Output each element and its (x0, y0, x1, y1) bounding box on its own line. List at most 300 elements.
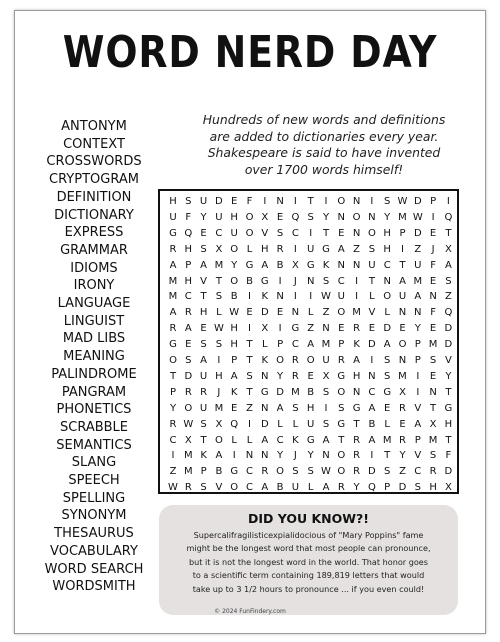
grid-letter[interactable]: S (445, 275, 452, 287)
grid-letter[interactable]: O (306, 355, 315, 366)
grid-letter[interactable]: N (276, 196, 284, 207)
grid-letter[interactable]: K (200, 450, 207, 462)
grid-letter[interactable]: J (431, 243, 435, 255)
grid-letter[interactable]: R (337, 355, 345, 366)
grid-letter[interactable]: U (322, 355, 330, 366)
grid-letter[interactable]: O (337, 386, 346, 398)
grid-letter[interactable]: H (169, 196, 177, 207)
grid-letter[interactable]: N (261, 370, 269, 382)
grid-letter[interactable]: U (414, 259, 422, 271)
grid-letter[interactable]: V (444, 355, 452, 366)
grid-letter[interactable]: Y (169, 402, 177, 414)
grid-letter[interactable]: O (245, 227, 254, 239)
grid-letter[interactable]: T (445, 386, 452, 398)
grid-letter[interactable]: I (309, 291, 313, 303)
grid-letter[interactable]: G (306, 259, 315, 271)
grid-letter[interactable]: A (307, 339, 315, 351)
grid-letter[interactable]: A (414, 291, 422, 303)
grid-letter[interactable]: L (246, 434, 253, 446)
grid-letter[interactable]: R (200, 386, 208, 398)
grid-letter[interactable]: E (429, 227, 437, 239)
grid-letter[interactable]: U (398, 291, 407, 303)
grid-letter[interactable]: O (169, 355, 177, 366)
grid-letter[interactable]: Q (230, 418, 239, 430)
grid-letter[interactable]: Z (246, 402, 253, 414)
grid-letter[interactable]: B (215, 466, 223, 478)
grid-letter[interactable]: E (429, 275, 437, 287)
grid-letter[interactable]: I (293, 291, 297, 303)
grid-letter[interactable]: O (230, 243, 239, 255)
grid-letter[interactable]: X (322, 370, 330, 382)
grid-letter[interactable]: O (230, 275, 239, 287)
grid-letter[interactable]: L (262, 339, 268, 351)
grid-letter[interactable]: J (293, 450, 297, 462)
grid-letter[interactable]: R (353, 323, 361, 335)
grid-letter[interactable]: Q (367, 482, 376, 494)
grid-letter[interactable]: A (414, 418, 422, 430)
grid-letter[interactable]: R (184, 307, 192, 319)
grid-letter[interactable]: F (445, 450, 452, 462)
grid-letter[interactable]: H (199, 307, 208, 319)
grid-letter[interactable]: Q (444, 211, 453, 223)
grid-letter[interactable]: I (416, 386, 420, 398)
grid-letter[interactable]: O (184, 402, 193, 414)
grid-letter[interactable]: V (215, 482, 223, 494)
grid-letter[interactable]: Z (444, 291, 452, 303)
grid-letter[interactable]: D (413, 227, 422, 239)
grid-letter[interactable]: S (246, 370, 253, 382)
grid-letter[interactable]: B (246, 275, 253, 287)
grid-letter[interactable]: Y (307, 450, 314, 462)
grid-letter[interactable]: D (444, 323, 453, 335)
grid-letter[interactable]: N (368, 370, 376, 382)
grid-letter[interactable]: U (307, 418, 315, 430)
grid-letter[interactable]: T (200, 291, 207, 303)
grid-letter[interactable]: N (337, 211, 346, 223)
grid-letter[interactable]: L (292, 418, 299, 430)
grid-letter[interactable]: C (184, 291, 192, 303)
grid-letter[interactable]: U (337, 291, 345, 303)
grid-letter[interactable]: R (261, 466, 269, 478)
grid-letter[interactable]: B (230, 291, 238, 303)
grid-letter[interactable]: I (370, 450, 374, 462)
grid-letter[interactable]: N (306, 275, 315, 287)
grid-letter[interactable]: V (261, 227, 269, 239)
grid-letter[interactable]: A (200, 355, 208, 366)
grid-letter[interactable]: P (414, 355, 421, 366)
grid-letter[interactable]: Z (399, 466, 406, 478)
grid-letter[interactable]: M (413, 275, 423, 287)
grid-letter[interactable]: A (184, 323, 192, 335)
grid-letter[interactable]: T (384, 450, 391, 462)
grid-letter[interactable]: Y (277, 450, 284, 462)
grid-letter[interactable]: C (246, 466, 253, 478)
grid-letter[interactable]: I (355, 275, 359, 287)
grid-letter[interactable]: N (398, 307, 407, 319)
word-search-grid[interactable] (158, 189, 459, 494)
grid-letter[interactable]: E (276, 211, 284, 223)
grid-letter[interactable]: X (444, 243, 452, 255)
grid-letter[interactable]: Y (200, 211, 207, 223)
grid-letter[interactable]: Z (169, 466, 177, 478)
grid-letter[interactable]: X (215, 418, 223, 430)
grid-letter[interactable]: H (230, 323, 238, 335)
grid-letter[interactable]: J (217, 386, 221, 398)
grid-letter[interactable]: E (399, 323, 406, 335)
grid-letter[interactable]: D (260, 418, 269, 430)
grid-letter[interactable]: O (367, 227, 376, 239)
grid-letter[interactable]: E (429, 370, 437, 382)
grid-letter[interactable]: D (398, 482, 407, 494)
grid-letter[interactable]: C (414, 466, 422, 478)
grid-letter[interactable]: S (384, 370, 391, 382)
grid-letter[interactable]: S (276, 227, 284, 239)
grid-letter[interactable]: H (352, 370, 361, 382)
grid-letter[interactable]: S (429, 355, 437, 366)
grid-letter[interactable]: A (261, 434, 269, 446)
grid-letter[interactable]: T (399, 259, 406, 271)
grid-letter[interactable]: C (368, 386, 376, 398)
grid-letter[interactable]: U (215, 211, 223, 223)
grid-letter[interactable]: A (444, 259, 452, 271)
grid-letter[interactable]: A (322, 434, 330, 446)
grid-letter[interactable]: R (399, 402, 406, 414)
grid-letter[interactable]: X (215, 243, 223, 255)
grid-letter[interactable]: R (353, 450, 361, 462)
grid-letter[interactable]: I (309, 227, 313, 239)
grid-letter[interactable]: W (412, 211, 423, 223)
grid-letter[interactable]: D (260, 307, 269, 319)
grid-letter[interactable]: I (248, 418, 251, 430)
grid-letter[interactable]: S (185, 196, 192, 207)
grid-letter[interactable]: H (230, 339, 238, 351)
grid-letter[interactable]: S (338, 402, 345, 414)
grid-letter[interactable]: L (307, 307, 314, 319)
grid-letter[interactable]: C (383, 259, 391, 271)
grid-letter[interactable]: G (260, 386, 269, 398)
grid-letter[interactable]: G (383, 386, 392, 398)
grid-letter[interactable]: F (185, 211, 192, 223)
grid-letter[interactable]: A (383, 339, 391, 351)
grid-letter[interactable]: I (355, 291, 359, 303)
grid-letter[interactable]: H (444, 418, 453, 430)
grid-letter[interactable]: A (261, 482, 269, 494)
grid-letter[interactable]: N (322, 323, 330, 335)
grid-letter[interactable]: L (384, 418, 390, 430)
grid-letter[interactable]: S (368, 243, 376, 255)
grid-letter[interactable]: N (383, 275, 391, 287)
grid-letter[interactable]: K (353, 339, 360, 351)
grid-letter[interactable]: X (444, 482, 452, 494)
grid-letter[interactable]: W (183, 418, 194, 430)
grid-letter[interactable]: P (414, 339, 421, 351)
grid-letter[interactable]: G (337, 418, 346, 430)
grid-letter[interactable]: T (430, 402, 437, 414)
grid-letter[interactable]: S (200, 243, 207, 255)
grid-letter[interactable]: F (246, 196, 253, 207)
grid-letter[interactable]: T (215, 275, 222, 287)
grid-letter[interactable]: L (216, 307, 222, 319)
grid-letter[interactable]: L (307, 482, 314, 494)
grid-letter[interactable]: P (430, 196, 437, 207)
grid-letter[interactable]: X (399, 386, 406, 398)
grid-letter[interactable]: R (353, 466, 361, 478)
grid-letter[interactable]: U (291, 482, 300, 494)
grid-letter[interactable]: I (324, 402, 328, 414)
grid-letter[interactable]: O (276, 466, 285, 478)
grid-letter[interactable]: E (200, 323, 207, 335)
grid-letter[interactable]: E (338, 323, 345, 335)
grid-letter[interactable]: H (261, 243, 269, 255)
grid-letter[interactable]: N (261, 450, 269, 462)
grid-letter[interactable]: T (338, 434, 345, 446)
grid-letter[interactable]: P (185, 259, 192, 271)
grid-letter[interactable]: I (370, 196, 374, 207)
grid-letter[interactable]: Y (414, 323, 421, 335)
grid-letter[interactable]: W (168, 482, 178, 494)
grid-letter[interactable]: Q (184, 227, 193, 239)
grid-letter[interactable]: S (292, 466, 299, 478)
grid-letter[interactable]: S (215, 291, 223, 303)
grid-letter[interactable]: R (399, 434, 406, 446)
grid-letter[interactable]: A (276, 402, 284, 414)
grid-letter[interactable]: Y (384, 211, 391, 223)
grid-letter[interactable]: S (429, 450, 437, 462)
grid-letter[interactable]: G (260, 275, 269, 287)
grid-letter[interactable]: I (416, 370, 420, 382)
grid-letter[interactable]: E (231, 402, 238, 414)
grid-letter[interactable]: N (291, 307, 300, 319)
grid-letter[interactable]: L (231, 434, 237, 446)
grid-letter[interactable]: S (292, 402, 299, 414)
grid-letter[interactable]: O (230, 482, 239, 494)
grid-letter[interactable]: N (261, 402, 269, 414)
grid-letter[interactable]: M (183, 450, 193, 462)
grid-letter[interactable]: O (214, 434, 223, 446)
grid-letter[interactable]: D (368, 466, 376, 478)
grid-letter[interactable]: M (352, 307, 361, 319)
grid-letter[interactable]: G (444, 402, 453, 414)
grid-letter[interactable]: T (246, 339, 253, 351)
grid-letter[interactable]: I (217, 355, 221, 366)
grid-letter[interactable]: H (184, 243, 193, 255)
grid-letter[interactable]: R (291, 355, 299, 366)
grid-letter[interactable]: Y (399, 450, 406, 462)
grid-letter[interactable]: A (215, 450, 223, 462)
grid-letter[interactable]: N (368, 211, 376, 223)
grid-letter[interactable]: T (368, 275, 375, 287)
grid-letter[interactable]: I (293, 243, 297, 255)
grid-letter[interactable]: H (230, 211, 238, 223)
grid-letter[interactable]: A (353, 355, 361, 366)
grid-letter[interactable]: E (338, 227, 345, 239)
grid-letter[interactable]: W (321, 291, 331, 303)
grid-letter[interactable]: L (369, 291, 375, 303)
grid-letter[interactable]: A (368, 434, 376, 446)
grid-letter[interactable]: L (384, 307, 390, 319)
grid-letter[interactable]: H (306, 402, 315, 414)
grid-letter[interactable]: T (445, 227, 452, 239)
grid-letter[interactable]: I (263, 196, 267, 207)
grid-letter[interactable]: M (168, 275, 178, 287)
grid-letter[interactable]: H (383, 227, 391, 239)
grid-letter[interactable]: M (291, 386, 300, 398)
grid-letter[interactable]: I (293, 196, 297, 207)
grid-letter[interactable]: N (352, 259, 361, 271)
grid-letter[interactable]: O (337, 196, 346, 207)
grid-letter[interactable]: R (291, 370, 299, 382)
grid-letter[interactable]: N (352, 386, 361, 398)
grid-letter[interactable]: P (277, 339, 284, 351)
grid-letter[interactable]: T (169, 370, 177, 382)
grid-letter[interactable]: C (291, 339, 299, 351)
grid-letter[interactable]: O (383, 291, 392, 303)
grid-letter[interactable]: T (322, 227, 330, 239)
grid-letter[interactable]: O (245, 211, 254, 223)
grid-letter[interactable]: A (169, 307, 177, 319)
grid-letter[interactable]: M (428, 434, 438, 446)
grid-letter[interactable]: H (184, 275, 193, 287)
grid-letter[interactable]: Z (322, 307, 330, 319)
grid-letter[interactable]: N (322, 450, 330, 462)
grid-letter[interactable]: I (248, 291, 251, 303)
grid-letter[interactable]: O (352, 211, 361, 223)
grid-letter[interactable]: M (168, 291, 178, 303)
grid-letter[interactable]: N (429, 386, 437, 398)
grid-letter[interactable]: O (337, 466, 346, 478)
grid-letter[interactable]: E (200, 227, 207, 239)
grid-letter[interactable]: O (337, 450, 346, 462)
grid-letter[interactable]: K (261, 355, 269, 366)
grid-letter[interactable]: E (246, 307, 253, 319)
grid-letter[interactable]: G (322, 243, 330, 255)
grid-letter[interactable]: I (232, 450, 236, 462)
grid-letter[interactable]: N (352, 196, 361, 207)
grid-letter[interactable]: V (200, 275, 208, 287)
grid-letter[interactable]: R (184, 386, 192, 398)
grid-letter[interactable]: E (231, 196, 238, 207)
grid-letter[interactable]: X (261, 323, 269, 335)
grid-letter[interactable]: E (368, 323, 376, 335)
grid-letter[interactable]: N (245, 450, 254, 462)
grid-letter[interactable]: I (248, 323, 251, 335)
grid-letter[interactable]: P (231, 355, 238, 366)
grid-letter[interactable]: R (169, 418, 177, 430)
grid-letter[interactable]: G (306, 434, 315, 446)
grid-letter[interactable]: B (276, 259, 284, 271)
grid-letter[interactable]: V (414, 402, 422, 414)
grid-letter[interactable]: M (382, 434, 392, 446)
grid-letter[interactable]: V (368, 307, 376, 319)
grid-letter[interactable]: E (399, 418, 406, 430)
grid-letter[interactable]: X (184, 434, 192, 446)
grid-letter[interactable]: B (368, 418, 376, 430)
grid-letter[interactable]: Y (231, 259, 238, 271)
grid-letter[interactable]: T (246, 386, 253, 398)
grid-letter[interactable]: Y (322, 211, 330, 223)
grid-letter[interactable]: G (169, 339, 177, 351)
grid-letter[interactable]: U (368, 259, 376, 271)
grid-letter[interactable]: A (368, 402, 376, 414)
grid-letter[interactable]: T (353, 418, 360, 430)
grid-letter[interactable]: E (384, 402, 391, 414)
grid-letter[interactable]: R (276, 243, 284, 255)
grid-letter[interactable]: S (200, 482, 207, 494)
grid-letter[interactable]: Z (353, 243, 361, 255)
grid-letter[interactable]: U (230, 227, 238, 239)
grid-letter[interactable]: T (200, 434, 207, 446)
grid-letter[interactable]: Q (291, 211, 300, 223)
grid-letter[interactable]: M (321, 339, 331, 351)
grid-letter[interactable]: E (276, 307, 284, 319)
grid-letter[interactable]: J (293, 275, 297, 287)
grid-letter[interactable]: U (199, 370, 208, 382)
grid-letter[interactable]: S (414, 482, 421, 494)
grid-letter[interactable]: H (429, 482, 437, 494)
grid-letter[interactable]: T (246, 355, 253, 366)
grid-letter[interactable]: X (261, 211, 269, 223)
grid-letter[interactable]: C (337, 275, 345, 287)
grid-letter[interactable]: P (169, 386, 177, 398)
grid-letter[interactable]: N (414, 307, 422, 319)
grid-letter[interactable]: C (169, 434, 177, 446)
grid-letter[interactable]: N (398, 355, 407, 366)
grid-letter[interactable]: I (171, 450, 175, 462)
grid-letter[interactable]: N (276, 291, 284, 303)
grid-letter[interactable]: N (337, 259, 346, 271)
grid-letter[interactable]: Q (444, 307, 453, 319)
grid-letter[interactable]: I (431, 211, 435, 223)
grid-letter[interactable]: S (384, 355, 391, 366)
grid-letter[interactable]: I (278, 323, 282, 335)
grid-letter[interactable]: D (444, 466, 453, 478)
grid-letter[interactable]: D (215, 196, 223, 207)
grid-letter[interactable]: I (370, 355, 374, 366)
grid-letter[interactable]: M (214, 402, 224, 414)
grid-letter[interactable]: Y (445, 370, 452, 382)
grid-letter[interactable]: M (428, 339, 438, 351)
grid-letter[interactable]: T (445, 434, 452, 446)
grid-letter[interactable]: S (307, 211, 314, 223)
grid-letter[interactable]: B (307, 386, 315, 398)
grid-letter[interactable]: L (277, 418, 283, 430)
grid-letter[interactable]: C (291, 227, 299, 239)
grid-letter[interactable]: R (429, 466, 437, 478)
grid-letter[interactable]: G (245, 259, 254, 271)
grid-letter[interactable]: G (230, 466, 239, 478)
grid-letter[interactable]: E (429, 323, 437, 335)
grid-letter[interactable]: A (200, 259, 208, 271)
grid-letter[interactable]: I (401, 243, 404, 255)
grid-letter[interactable]: W (213, 323, 224, 335)
grid-letter[interactable]: L (246, 243, 253, 255)
grid-letter[interactable]: Z (307, 323, 315, 335)
grid-letter[interactable]: O (398, 339, 407, 351)
grid-letter[interactable]: W (321, 466, 331, 478)
grid-letter[interactable]: P (200, 466, 207, 478)
grid-letter[interactable]: S (200, 339, 207, 351)
grid-letter[interactable]: K (322, 259, 330, 271)
grid-letter[interactable]: I (278, 275, 282, 287)
grid-letter[interactable]: A (230, 370, 238, 382)
grid-letter[interactable]: G (352, 402, 361, 414)
grid-letter[interactable]: I (324, 196, 328, 207)
grid-letter[interactable]: D (368, 339, 376, 351)
grid-letter[interactable]: S (215, 339, 223, 351)
grid-letter[interactable]: M (398, 211, 407, 223)
grid-letter[interactable]: R (169, 243, 177, 255)
grid-letter[interactable]: P (384, 482, 391, 494)
